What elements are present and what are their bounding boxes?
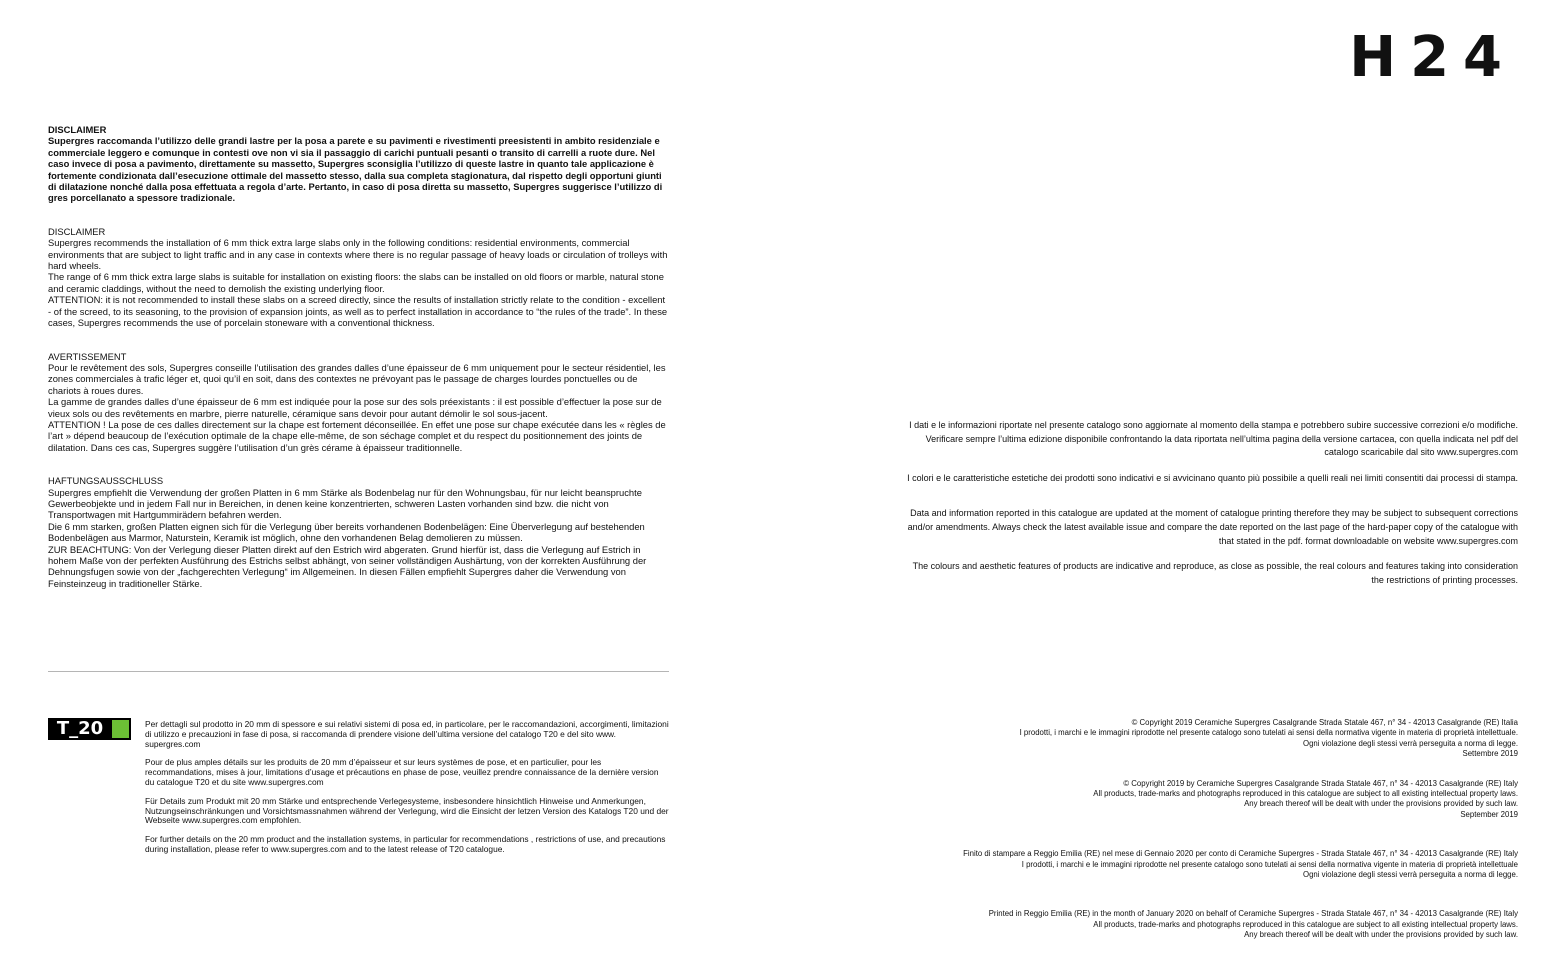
print-info-en-line2: All products, trade-marks and photographs reproduced in this catalogue are subject to all existing intellectual property laws.: [1093, 919, 1518, 929]
t20-logo-accent: [112, 720, 129, 738]
t20-note-de: Für Details zum Produkt mit 20 mm Stärke und entsprechende Verlegesysteme, insbesondere hinsichtlich Hinweise und Anmerkungen, Nutzungseinschränkungen und Vorsichtsmassnahmen während der Verlegung, wird die Einsicht der letzen Version des Katalogs T20 und der Webseite www.supergres.com empfohlen.: [145, 795, 669, 826]
disclaimer-en-p1: Supergres recommends the installation of 6 mm thick extra large slabs only in the following conditions: residential environments, commercial environments that are subject to light traffic and in any case in contexts where there is no regular passage of heavy loads or circulation of trolleys with hard wheels.: [48, 237, 668, 272]
info-it-update: I dati e le informazioni riportate nel presente catalogo sono aggiornate al momento della stampa e potrebbero subire successive correzioni e/o modifiche. Verificare sempre l’ultima edizione disponibile confrontando la data riportata nell’ultima pagina della versione cartacea, con quella indicata nel pdf del catalogo scaricabile dal sito www.supergres.com: [909, 420, 1518, 458]
print-info-en-line3: Any breach thereof will be dealt with under the provisions provided by such law.: [1244, 930, 1518, 940]
disclaimer-column: [48, 124, 670, 611]
t20-note-en: For further details on the 20 mm product and the installation systems, in particular for recommendations , restrictions of use, and precautions during installation, please refer to www.supergres.com and to the latest release of T20 catalogue.: [145, 834, 666, 854]
copyright-it-line2: I prodotti, i marchi e le immagini riprodotte nel presente catalogo sono tutelati ai sensi della normativa vigente in materia di proprietà intellettuale.: [1019, 728, 1518, 738]
disclaimer-fr: [48, 351, 670, 454]
disclaimer-fr-p1: Pour le revêtement des sols, Supergres conseille l’utilisation des grandes dalles d’une épaisseur de 6 mm uniquement pour le secteur résidentiel, les zones commerciales à trafic léger et, quoi qu’il en soit, dans des contextes ne prévoyant pas le passage de charges lourdes ponctuelles ou de chariots à roues dures.: [48, 361, 666, 396]
disclaimer-en-p2: The range of 6 mm thick extra large slabs is suitable for installation on existing floors: the slabs can be installed on old floors or marble, natural stone and ceramic claddings, without the need to demolish the existing underlying floor.: [48, 271, 664, 294]
t20-note-fr: Pour de plus amples détails sur les produits de 20 mm d’épaisseur et sur leurs systèmes de pose, et en particulier, pour les recommandations, mises à jour, limitations d’usage et précautions en phase de pose, veuillez prendre connaissance de la dernière version du catalogue T20 et du site www.supergres.com: [145, 757, 659, 787]
disclaimer-it-heading: DISCLAIMER: [48, 124, 107, 135]
h24-logo: H24: [1349, 25, 1516, 90]
t20-note-it: Per dettagli sul prodotto in 20 mm di spessore e sui relativi sistemi di posa ed, in particolare, per le raccomandazioni, accorgimenti, limitazioni di utilizzo e precauzioni in fase di posa, si raccomanda di prendere visione dell’ultima versione del catalogo T20 e del sito www. supergres.com: [145, 719, 669, 749]
copyright-en-line2: All products, trade-marks and photographs reproduced in this catalogue are subject to all existing intellectual property laws.: [1093, 789, 1518, 799]
t20-notes: [145, 720, 669, 864]
print-info-en: [898, 909, 1518, 940]
disclaimer-de-p3: ZUR BEACHTUNG: Von der Verlegung dieser Platten direkt auf den Estrich wird abgeraten. Grund hierfür ist, dass die Verlegung auf Estrich in hohem Maße von der perfekten Ausführung des Estrichs selbst abhängt, von seiner vollständigen Aushärtung, von der korrekten Ausführung der Dehnungsfugen sowie von der „fachgerechten Verlegung“ im Allgemeinen. In diesen Fällen empfiehlt Supergres daher die Verwendung von Feinsteinzeug in traditioneller Stärke.: [48, 543, 647, 589]
copyright-it: [898, 718, 1518, 760]
info-it-colors: I colori e le caratteristiche estetiche dei prodotti sono indicativi e si avvicinano quanto più possibile a quelli reali nei limiti consentiti dai processi di stampa.: [907, 472, 1518, 483]
copyright-en-line3: Any breach thereof will be dealt with under the provisions provided by such law.: [1244, 799, 1518, 809]
disclaimer-en-heading: DISCLAIMER: [48, 225, 106, 237]
disclaimer-en-p3: ATTENTION: it is not recommended to install these slabs on a screed directly, since the results of installation strictly relate to the condition - excellent - of the screed, to its seasoning, to the provision of expansion joints, as well as to perfect installation in accordance to “the rules of the trade”. In these cases, Supergres recommends the use of porcelain stoneware with a conventional thickness.: [48, 294, 668, 329]
print-info-it: [898, 849, 1518, 880]
copyright-en: [898, 779, 1518, 821]
disclaimer-en: [48, 226, 670, 329]
t20-logo: [48, 718, 131, 740]
copyright-it-line1: © Copyright 2019 Ceramiche Supergres Casalgrande Strada Statale 467, n° 34 - 42013 Casalgrande (RE) Italia: [1131, 718, 1518, 727]
disclaimer-fr-p3: ATTENTION ! La pose de ces dalles directement sur la chape est fortement déconseillée. En effet une pose sur chape exécutée dans les « règles de l’art » dépend beaucoup de l’exécution optimale de la chape elle-même, de son séchage complet et du respect du positionnement des joints de dilatation. Dans ces cas, Supergres suggère l’utilisation d’un grès cérame à épaisseur traditionnelle.: [48, 418, 666, 453]
print-info-it-line2: I prodotti, i marchi e le immagini riprodotte nel presente catalogo sono tutelati ai sensi della normativa vigente in materia di proprietà intellettuale: [1021, 859, 1518, 869]
copyright-en-date: September 2019: [1460, 809, 1518, 819]
print-info-it-line3: Ogni violazione degli stessi verrà perseguita a norma di legge.: [1303, 870, 1518, 880]
disclaimer-de-p2: Die 6 mm starken, großen Platten eignen sich für die Verlegung über bereits vorhandenen Bodenbelägen: Eine Überverlegung auf bestehenden Bodenbelägen aus Marmor, Naturstein, Keramik ist möglich, ohne den vorhandenen Belag demolieren zu müssen.: [48, 520, 645, 544]
disclaimer-fr-heading: AVERTISSEMENT: [48, 350, 127, 362]
t20-logo-text: T_20: [56, 718, 104, 739]
copyright-it-line3: Ogni violazione degli stessi verrà perseguita a norma di legge.: [1303, 738, 1518, 748]
print-info-it-line1: Finito di stampare a Reggio Emilia (RE) nel mese di Gennaio 2020 per conto di Ceramiche Supergres - Strada Statale 467, n° 34 - 42013 Casalgrande (RE) Italy: [963, 849, 1518, 859]
disclaimer-it: [48, 124, 670, 204]
copyright-section: [898, 718, 1518, 960]
disclaimer-de-heading: HAFTUNGSAUSSCHLUSS: [48, 475, 164, 487]
section-divider: [48, 671, 669, 672]
copyright-en-line1: © Copyright 2019 by Ceramiche Supergres Casalgrande Strada Statale 467, n° 34 - 42013 Casalgrande (RE) Italy: [1123, 778, 1518, 788]
disclaimer-de-p1: Supergres empfiehlt die Verwendung der großen Platten in 6 mm Stärke als Bodenbelag nur für den Wohnungsbau, für nur leicht beanspruchte Gewerbeobjekte und in jedem Fall nur in Bereichen, in denen keine konzentrierten, schweren Lasten vorhanden sind bzw. die nicht von Transportwagen mit Hartgummirädern befahren werden.: [48, 486, 642, 521]
disclaimer-de: [48, 475, 670, 589]
info-en-update: Data and information reported in this catalogue are updated at the moment of catalogue printing therefore they may be subject to subsequent corrections and/or amendments. Always check the latest available issue and compare the date reported on the last page of the hard-paper copy of the catalogue with that stated in the pdf. format downloadable on website www.supergres.com: [907, 508, 1518, 546]
disclaimer-it-text: Supergres raccomanda l’utilizzo delle grandi lastre per la posa a parete e su pavimenti e rivestimenti preesistenti in ambito residenziale e commerciale leggero e comunque in contesti ove non vi sia il passaggio di carichi puntuali pesanti o transito di carrelli a ruote dure. Nel caso invece di posa a pavimento, direttamente su massetto, Supergres sconsiglia l’utilizzo di queste lastre in quanto tale applicazione è fortemente condizionata dall’esecuzione ottimale del massetto stesso, dalla sua completa stagionatura, dal rispetto degli opportuni giunti di dilatazione nonché dalla posa effettuata a regola d’arte. Pertanto, in caso di posa diretta su massetto, Supergres suggerisce l’utilizzo di gres porcellanato a spessore tradizionale.: [48, 135, 663, 204]
catalogue-info: [898, 419, 1518, 599]
info-en-colors: The colours and aesthetic features of products are indicative and reproduce, as close as possible, the real colours and features taking into consideration the restrictions of printing processes.: [912, 561, 1518, 585]
copyright-it-date: Settembre 2019: [1462, 749, 1518, 759]
disclaimer-fr-p2: La gamme de grandes dalles d’une épaisseur de 6 mm est indiquée pour la pose sur des sols préexistants : il est possible d’effectuer la pose sur de vieux sols ou des revêtements en marbre, pierre naturelle, céramique sans devoir pour autant démolir le sol sous-jacent.: [48, 396, 662, 419]
print-info-en-line1: Printed in Reggio Emilia (RE) in the month of January 2020 on behalf of Ceramiche Supergres - Strada Statale 467, n° 34 - 42013 Casalgrande (RE) Italy: [988, 909, 1518, 919]
